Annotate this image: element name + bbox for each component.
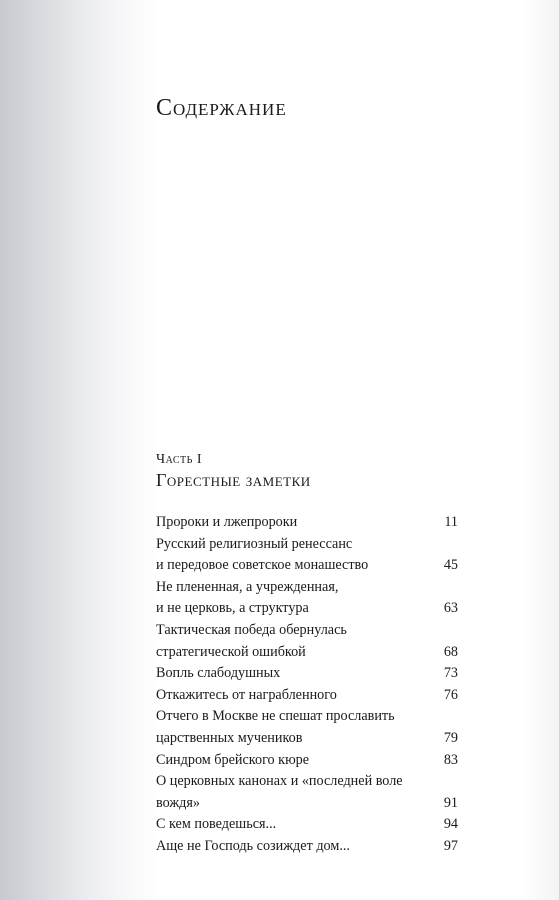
toc-entry <box>156 771 458 814</box>
toc-entry-title-line: Русский религиозный ренессанс <box>156 535 353 552</box>
toc-page-number: 45 <box>443 557 458 574</box>
toc-entry <box>156 836 458 858</box>
toc-entry-title-line: Тактическая победа обернулась <box>156 621 347 638</box>
toc-page-number: 83 <box>443 751 458 768</box>
toc-entry-title-line: Откажитесь от награбленного <box>156 686 337 703</box>
toc-entry <box>156 512 458 534</box>
toc-entry-title-line: Не плененная, а учрежденная, <box>156 578 339 595</box>
toc-entry-title-line: Аще не Господь созиждет дом... <box>156 837 350 854</box>
toc-page-number: 91 <box>443 794 458 811</box>
page-title: Содержание <box>156 95 287 121</box>
toc-entry-title-line: Пророки и лжепророки <box>156 514 298 530</box>
toc-entry <box>156 577 458 620</box>
toc-entry-title-line: стратегической ошибкой <box>156 643 306 660</box>
toc-page-number: 79 <box>443 729 458 746</box>
toc-entry-title-line: Отчего в Москве не спешат прославить <box>156 708 395 725</box>
table-of-contents <box>156 512 458 858</box>
part-label: Часть I <box>156 452 203 467</box>
toc-entry <box>156 620 458 663</box>
toc-entry <box>156 685 458 707</box>
toc-page-number: 94 <box>443 816 458 833</box>
toc-entry-title-line: Вопль слабодушных <box>156 665 281 682</box>
toc-page-number: 63 <box>443 600 458 617</box>
toc-entry-title-line: и не церковь, а структура <box>156 600 309 617</box>
toc-entry <box>156 663 458 685</box>
toc-entry <box>156 706 458 749</box>
toc-page-number: 68 <box>443 643 458 660</box>
toc-entry <box>156 814 458 836</box>
toc-entry <box>156 750 458 772</box>
toc-page-number: 11 <box>444 514 458 530</box>
toc-entry-title-line: С кем поведешься... <box>156 816 277 833</box>
toc-entry <box>156 534 458 577</box>
toc-entry-title-line: вождя» <box>156 794 200 811</box>
toc-entry-title-line: царственных мучеников <box>156 729 303 746</box>
toc-page-number: 73 <box>443 665 458 682</box>
toc-entry-title-line: О церковных канонах и «последней воле <box>156 773 403 790</box>
part-title: Горестные заметки <box>156 470 311 490</box>
toc-entry-title-line: и передовое советское монашество <box>156 557 369 574</box>
toc-entry-title-line: Синдром брейского кюре <box>156 751 310 768</box>
toc-page-number: 97 <box>443 837 458 854</box>
toc-page-number: 76 <box>443 686 458 703</box>
